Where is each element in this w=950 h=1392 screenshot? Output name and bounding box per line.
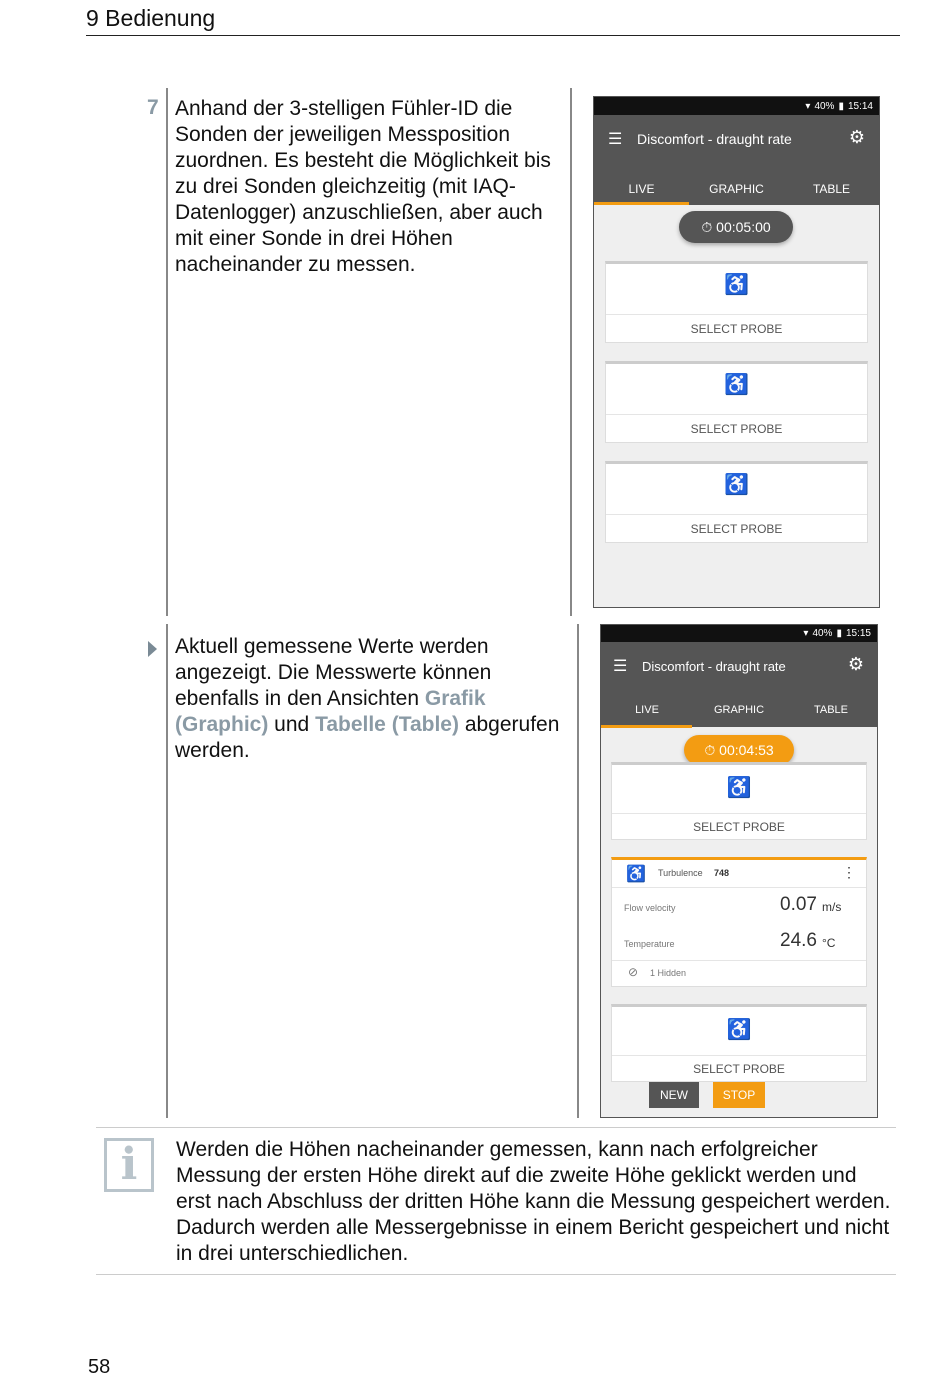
clock: 15:14 — [847, 100, 873, 112]
stop-button[interactable]: STOP — [713, 1082, 765, 1108]
probe-card-2[interactable] — [605, 361, 868, 443]
status-bar — [601, 625, 877, 642]
menu-icon[interactable]: ☰ — [608, 131, 623, 148]
new-button[interactable]: NEW — [649, 1082, 699, 1108]
wifi-icon: ▾ — [805, 100, 811, 112]
result-arrow-icon — [148, 641, 157, 657]
reading-unit: m/s — [822, 900, 842, 914]
menu-icon[interactable]: ☰ — [613, 658, 628, 675]
info-icon: i — [104, 1138, 154, 1192]
info-text: Werden die Höhen nacheinander gemessen, kann nach erfolgreicher Messung der ersten Höhe direkt auf die zweite Höhe geklickt werden und erst nach Abschluss der dritten Höhe kann die Messung gespeichert werden. Dadurch werden alle Messergebnisse in einem Bericht gespeichert und nicht in drei unterschiedlichen. — [176, 1138, 891, 1265]
battery-level: 40% — [812, 628, 833, 639]
gear-icon[interactable]: ⚙ — [848, 127, 865, 147]
tab-table[interactable]: TABLE — [813, 704, 849, 716]
seated-person-icon: ♿ — [726, 1019, 752, 1041]
status-bar — [594, 97, 879, 115]
phone-screenshot-1 — [593, 96, 880, 608]
hidden-eye-icon: ⊘ — [628, 965, 639, 979]
reading-label: Temperature — [624, 939, 675, 949]
reading-label: Flow velocity — [624, 903, 676, 913]
timer-value: 00:05:00 — [716, 219, 771, 235]
divider — [612, 887, 866, 888]
seated-person-icon: ♿ — [724, 274, 749, 296]
seated-person-icon: ♿ — [626, 866, 646, 883]
tab-table[interactable]: TABLE — [812, 182, 851, 196]
select-probe-label: SELECT PROBE — [612, 1055, 866, 1081]
app-title: Discomfort - draught rate — [637, 131, 792, 147]
graphic-reference: Grafik (Graphic) — [175, 687, 486, 736]
reading-value: 24.6 — [780, 930, 817, 951]
timer-value: 00:04:53 — [719, 742, 774, 758]
app-bar — [601, 642, 877, 706]
hidden-count[interactable]: 1 Hidden — [650, 968, 687, 978]
tab-indicator — [601, 725, 692, 728]
probe-name: Turbulence — [658, 868, 703, 878]
timer-badge[interactable] — [679, 211, 793, 243]
wifi-icon: ▾ — [803, 628, 809, 639]
probe-card-1[interactable] — [611, 762, 867, 840]
seated-person-icon: ♿ — [724, 374, 749, 396]
reading-unit: °C — [822, 936, 836, 950]
result-text — [175, 634, 567, 764]
seated-person-icon: ♿ — [724, 474, 749, 496]
result-divider-left — [166, 624, 168, 1118]
phone-screenshot-2 — [600, 624, 878, 1118]
table-reference: Tabelle (Table) — [315, 713, 459, 736]
seated-person-icon: ♿ — [726, 777, 752, 799]
stopwatch-icon: ⏱ — [704, 742, 716, 758]
result-text-part: Aktuell gemessene Werte werden angezeigt. Die Messwerte können ebenfalls in den Ansichten — [175, 635, 492, 710]
divider — [612, 960, 866, 961]
gear-icon[interactable]: ⚙ — [847, 654, 864, 674]
app-title: Discomfort - draught rate — [642, 659, 786, 674]
probe-card-active[interactable] — [611, 857, 867, 987]
more-options-icon[interactable]: ⋮ — [842, 864, 856, 880]
step-divider-right — [570, 88, 572, 616]
result-divider-right — [577, 624, 579, 1118]
tab-live[interactable]: LIVE — [628, 182, 655, 196]
page-header — [86, 4, 900, 36]
step-number: 7 — [147, 96, 159, 119]
tab-live[interactable]: LIVE — [635, 704, 659, 716]
page-number: 58 — [88, 1356, 111, 1378]
select-probe-label: SELECT PROBE — [606, 314, 867, 342]
battery-icon: ▮ — [836, 628, 842, 639]
stopwatch-icon: ⏱ — [701, 219, 713, 235]
probe-card-3[interactable] — [605, 461, 868, 543]
reading-value: 0.07 — [780, 894, 817, 915]
clock: 15:15 — [845, 628, 871, 639]
battery-level: 40% — [814, 100, 835, 112]
battery-icon: ▮ — [838, 100, 844, 112]
result-text-part: abgerufen werden. — [175, 713, 560, 762]
tab-indicator — [594, 202, 689, 205]
timer-badge[interactable] — [684, 735, 794, 765]
step-divider-left — [166, 88, 168, 616]
app-bar — [594, 115, 879, 185]
tab-graphic[interactable]: GRAPHIC — [709, 182, 764, 196]
select-probe-label: SELECT PROBE — [612, 813, 866, 839]
select-probe-label: SELECT PROBE — [606, 514, 867, 542]
probe-card-1[interactable] — [605, 261, 868, 343]
step-7-text: Anhand der 3-stelligen Fühler-ID die Sonden der jeweiligen Messposition zuordnen. Es besteht die Möglichkeit bis zu drei Sonden gleichzeitig (mit IAQ-Datenlogger) anzuschließen, aber auch mit einer Sonde in drei Höhen nacheinander zu messen. — [175, 97, 551, 276]
tab-graphic[interactable]: GRAPHIC — [713, 704, 765, 716]
result-text-part: und — [268, 713, 316, 736]
select-probe-label: SELECT PROBE — [606, 414, 867, 442]
tab-bar — [601, 701, 877, 727]
probe-card-3[interactable] — [611, 1004, 867, 1082]
probe-id: 748 — [714, 868, 730, 878]
chapter-title: 9 Bedienung — [86, 5, 216, 31]
